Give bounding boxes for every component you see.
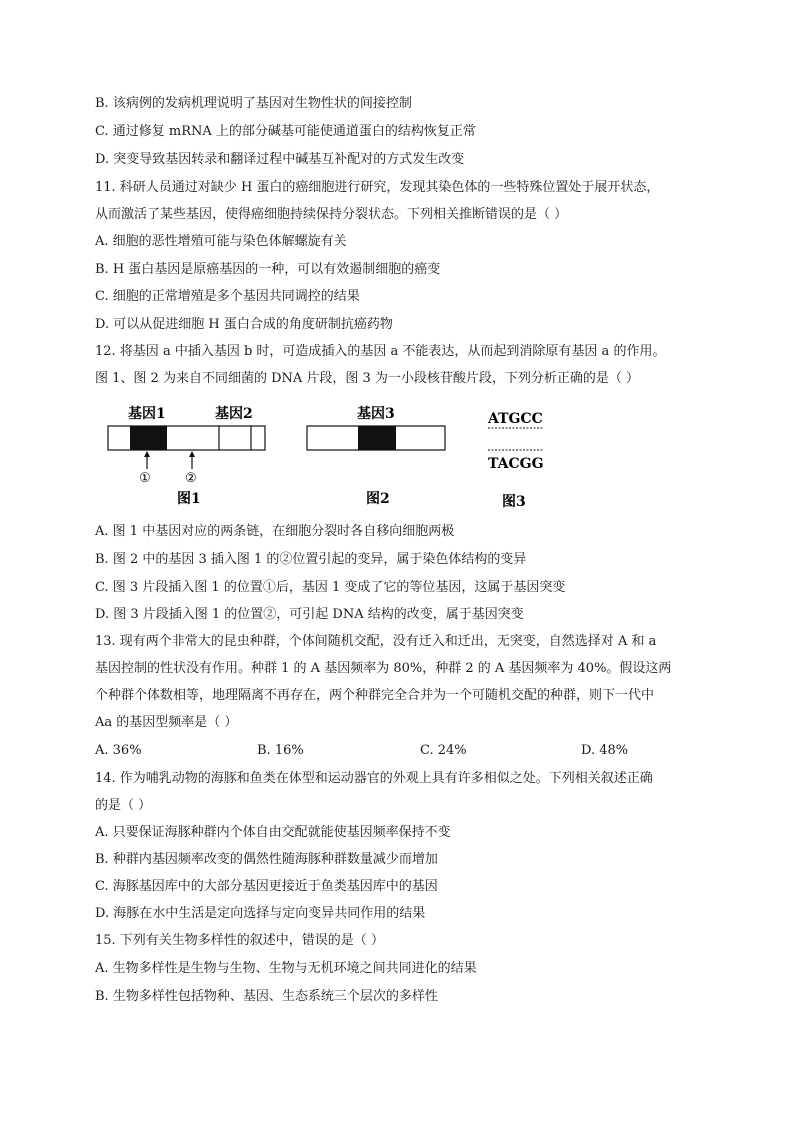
text-line: 从而激活了某些基因，使得癌细胞持续保持分裂状态。下列相关推断错误的是（ ） <box>95 207 568 222</box>
gene1-label: 基因1 <box>128 406 166 422</box>
text-line: A. 生物多样性是生物与生物、生物与无机环境之间共同进化的结果 <box>95 961 477 976</box>
text-line: D. 海豚在水中生活是定向选择与定向变异共同作用的结果 <box>95 906 426 921</box>
text-line: D. 可以从促进细胞 H 蛋白合成的角度研制抗癌药物 <box>95 317 393 332</box>
text-line: 个种群个体数相等，地理隔离不再存在，两个种群完全合并为一个可随机交配的种群，则下一代中 <box>95 688 655 703</box>
text-line: 13. 现有两个非常大的昆虫种群，个体间随机交配，没有迁入和迁出，无突变，自然选择对 A 和 a <box>95 634 657 649</box>
figure-3 <box>487 411 544 510</box>
figure-3-caption: 图3 <box>502 494 526 510</box>
text-line: 14. 作为哺乳动物的海豚和鱼类在体型和运动器官的外观上具有许多相似之处。下列相关叙述正确 <box>95 771 653 786</box>
q13-option-d: D. 48% <box>581 743 629 758</box>
text-line: A. 细胞的恶性增殖可能与染色体解螺旋有关 <box>95 234 347 249</box>
position-2-marker: ② <box>185 471 197 486</box>
q13-option-a: A. 36% <box>95 743 142 758</box>
figure-2 <box>307 405 445 507</box>
text-line: B. 生物多样性包括物种、基因、生态系统三个层次的多样性 <box>95 989 438 1004</box>
q13-option-b: B. 16% <box>257 743 304 758</box>
gene1-block <box>130 426 167 450</box>
text-line: 12. 将基因 a 中插入基因 b 时，可造成插入的基因 a 不能表达，从而起到消除原有基因 a 的作用。 <box>95 344 666 359</box>
sequence-bottom: TACGG <box>488 456 544 472</box>
text-line: C. 海豚基因库中的大部分基因更接近于鱼类基因库中的基因 <box>95 879 438 894</box>
gene3-block <box>358 426 396 450</box>
figure-2-caption: 图2 <box>366 491 390 507</box>
q13-option-c: C. 24% <box>420 743 467 758</box>
position-1-marker: ① <box>139 471 151 486</box>
text-line: D. 图 3 片段插入图 1 的位置②，可引起 DNA 结构的改变，属于基因突变 <box>95 607 524 622</box>
text-line: A. 只要保证海豚种群内个体自由交配就能使基因频率保持不变 <box>95 825 451 840</box>
text-line: B. 图 2 中的基因 3 插入图 1 的②位置引起的变异，属于染色体结构的变异 <box>95 552 527 567</box>
text-line: C. 通过修复 mRNA 上的部分碱基可能使通道蛋白的结构恢复正常 <box>95 124 476 139</box>
sequence-top: ATGCC <box>488 411 543 427</box>
gene2-label: 基因2 <box>215 406 253 422</box>
text-line: 图 1、图 2 为来自不同细菌的 DNA 片段，图 3 为一小段核苷酸片段，下列分析正确的是（ ） <box>95 371 640 386</box>
text-line: B. 该病例的发病机理说明了基因对生物性状的间接控制 <box>95 96 412 111</box>
figure-1-caption: 图1 <box>177 491 201 507</box>
text-line: C. 图 3 片段插入图 1 的位置①后，基因 1 变成了它的等位基因，这属于基因突变 <box>95 580 566 595</box>
text-line: A. 图 1 中基因对应的两条链，在细胞分裂时各自移向细胞两极 <box>95 524 455 539</box>
text-line: 的是（ ） <box>95 798 152 813</box>
text-line: B. H 蛋白基因是原癌基因的一种，可以有效遏制细胞的癌变 <box>95 262 441 277</box>
text-line: Aa 的基因型频率是（ ） <box>95 715 238 730</box>
text-line: 11. 科研人员通过对缺少 H 蛋白的癌细胞进行研究，发现其染色体的一些特殊位置处于展开状态， <box>95 180 660 195</box>
text-line: 15. 下列有关生物多样性的叙述中，错误的是（ ） <box>95 933 384 948</box>
text-line: B. 种群内基因频率改变的偶然性随海豚种群数量减少而增加 <box>95 852 438 867</box>
dna-figure <box>95 398 565 513</box>
text-line: C. 细胞的正常增殖是多个基因共同调控的结果 <box>95 289 360 304</box>
text-line: D. 突变导致基因转录和翻译过程中碱基互补配对的方式发生改变 <box>95 152 465 167</box>
gene3-label: 基因3 <box>357 406 395 422</box>
text-line: 基因控制的性状没有作用。种群 1 的 A 基因频率为 80%，种群 2 的 A 基因频率为 40%。假设这两 <box>95 661 672 676</box>
figure-1 <box>108 405 265 507</box>
